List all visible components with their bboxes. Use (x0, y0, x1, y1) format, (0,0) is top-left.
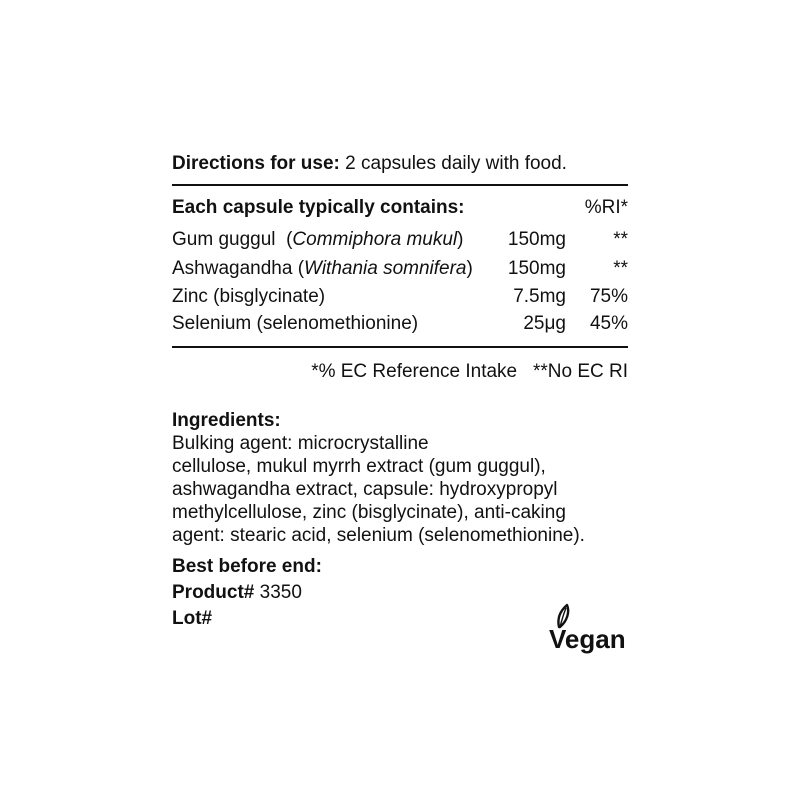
ingredients-label: Ingredients: (172, 410, 281, 431)
table-row (172, 312, 628, 335)
ri-footnote: *% EC Reference Intake **No EC RI (311, 361, 628, 382)
ingredients-line: methylcellulose, zinc (bisglycinate), anti-caking (172, 502, 566, 523)
product-number-value: 3350 (254, 582, 302, 603)
nutrient-amount: 150mg (507, 258, 566, 279)
nutrition-heading: Each capsule typically contains: (172, 197, 465, 218)
ingredients-line: ashwagandha extract, capsule: hydroxypropyl (172, 479, 558, 500)
nutrient-name: Selenium (selenomethionine) (172, 313, 419, 334)
nutrient-ri: 75% (589, 286, 628, 307)
ingredients-block (172, 409, 628, 547)
nutrient-amount: 25μg (523, 313, 566, 334)
vegan-logo-text: Vegan (549, 624, 626, 654)
table-bottom-rule (172, 346, 628, 348)
nutrient-name: Ashwagandha (172, 258, 293, 279)
directions-label: Directions for use: (172, 153, 340, 174)
nutrient-latin-name: Withania somnifera (304, 258, 467, 279)
ri-header: %RI* (584, 197, 628, 218)
product-number (172, 581, 302, 604)
ingredients-line: Bulking agent: microcrystalline (172, 433, 429, 454)
nutrient-ri: 45% (589, 313, 628, 334)
nutrient-ri: ** (613, 229, 628, 250)
vegan-logo (547, 603, 631, 655)
table-row: Ashwagandha (Withania somnifera) 150mg ** (172, 258, 628, 279)
best-before-label: Best before end: (172, 556, 322, 577)
nutrient-ri: ** (613, 258, 628, 279)
directions-for-use (172, 152, 567, 175)
lot-number-label: Lot# (172, 608, 213, 629)
nutrition-header-row (172, 196, 628, 219)
nutrient-name: Zinc (bisglycinate) (172, 286, 326, 307)
ingredients-line: cellulose, mukul myrrh extract (gum guggul), (172, 456, 546, 477)
nutrient-amount: 7.5mg (513, 286, 566, 307)
table-top-rule (172, 184, 628, 186)
directions-text: 2 capsules daily with food. (339, 153, 567, 174)
nutrient-name: Gum guggul (172, 229, 276, 250)
table-row: Gum guggul (Commiphora mukul) 150mg ** (172, 229, 628, 250)
ingredients-line: agent: stearic acid, selenium (selenomethionine). (172, 525, 585, 546)
product-number-label: Product# (172, 582, 255, 603)
nutrient-amount: 150mg (507, 229, 566, 250)
nutrient-latin-name: Commiphora mukul (292, 229, 458, 250)
table-row (172, 285, 628, 308)
